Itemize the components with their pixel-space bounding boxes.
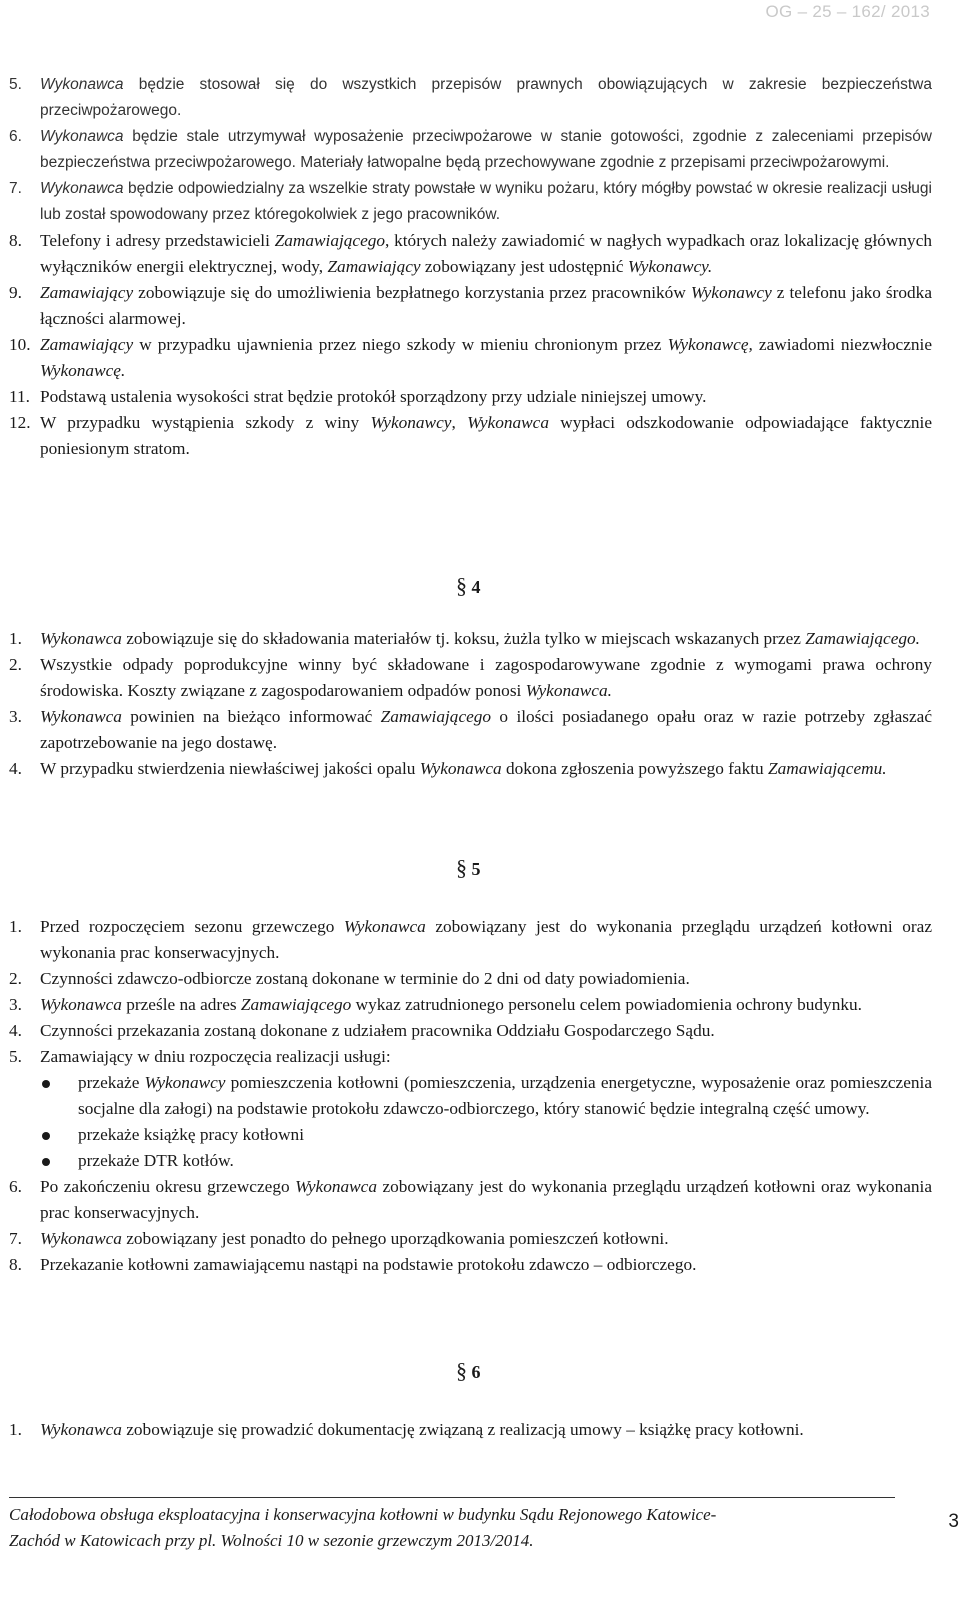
italic-term: Wykonawca — [40, 1229, 122, 1248]
list-item-number: 5. — [9, 1047, 22, 1066]
list-item — [9, 914, 932, 966]
list-item-number: 9. — [9, 283, 22, 302]
text-run: prześle na adres — [121, 995, 241, 1014]
text-run: przekaże DTR kotłów. — [78, 1151, 234, 1170]
text-run: Czynności zdawczo-odbiorcze zostaną dokonane w terminie do 2 dni od daty powiadomienia. — [40, 969, 690, 988]
list-item-text — [40, 992, 932, 1018]
bullet-dot-icon — [9, 1148, 78, 1174]
section-5-items-cont — [9, 1174, 932, 1278]
text-run: zobowiązuje się do składowania materiałów tj. koksu, żużla tylko w miejscach wskazanych przez — [121, 629, 806, 648]
list-item-text — [40, 1018, 932, 1044]
list-item-number: 1. — [9, 1420, 22, 1439]
list-item — [9, 966, 932, 992]
list-item-text — [40, 1252, 932, 1278]
list-item — [9, 1174, 932, 1226]
text-run: będzie stale utrzymywał wyposażenie przeciwpożarowe w stanie gotowości, zgodnie z zaleceniami przepisów bezpieczeństwa przeciwpożarowego. Materiały łatwopalne będą przechowywane zgodnie z przepisami przeciwpożarowymi. — [40, 128, 933, 171]
text-run: W przypadku stwierdzenia niewłaściwej jakości opalu — [40, 759, 420, 778]
section-sign: § — [456, 855, 467, 880]
list-item — [9, 176, 932, 228]
paragraph-number: 5 — [471, 859, 481, 879]
italic-term: Wykonawcy — [690, 283, 772, 302]
list-item-text — [40, 914, 932, 966]
italic-term: Wykonawcę. — [40, 361, 126, 380]
list-item-number: 4. — [9, 759, 22, 778]
text-run: będzie odpowiedzialny za wszelkie straty powstałe w wyniku pożaru, który mógłby powstać w okresie realizacji usługi lub został spowodowany przez któregokolwiek z jego pracowników. — [40, 180, 932, 223]
italic-term: Wykonawcy — [144, 1073, 226, 1092]
text-run: Przekazanie kotłowni zamawiającemu nastąpi na podstawie protokołu zdawczo – odbiorczego. — [40, 1255, 697, 1274]
list-item-number: 6. — [9, 1177, 22, 1196]
text-run: Po zakończeniu okresu grzewczego — [40, 1177, 296, 1196]
list-item — [9, 1252, 932, 1278]
section-sign: § — [456, 1358, 467, 1383]
italic-term: Zamawiającego — [274, 231, 386, 250]
text-run: zobowiązany jest do wykonania przeglądu urządzeń kotłowni oraz wykonania prac konserwacyjnych. — [40, 917, 932, 962]
italic-term: Zamawiającego — [240, 995, 352, 1014]
list-item — [9, 280, 932, 332]
list-item-text — [40, 756, 932, 782]
italic-term: Wykonawcę, — [667, 335, 753, 354]
list-item-text — [40, 1174, 932, 1226]
list-item — [9, 704, 932, 756]
text-run: Zamawiający w dniu rozpoczęcia realizacji usługi: — [40, 1047, 391, 1066]
list-item-text — [40, 72, 932, 124]
italic-term: Wykonawca — [40, 1420, 122, 1439]
text-run: powinien na bieżąco informować — [121, 707, 381, 726]
list-item-number: 7. — [9, 1229, 22, 1248]
list-item-number: 2. — [9, 655, 22, 674]
list-item-number: 6. — [9, 128, 22, 145]
bullet-item — [9, 1070, 932, 1122]
list-item-text — [40, 652, 932, 704]
italic-term: Wykonawca — [40, 76, 124, 93]
italic-term: Wykonawca — [40, 707, 122, 726]
italic-term: Wykonawca — [467, 413, 549, 432]
list-item-number: 3. — [9, 707, 22, 726]
text-run: z telefonu jako środka łączności alarmowej. — [40, 283, 932, 328]
text-run: Telefony i adresy przedstawicieli — [40, 231, 275, 250]
text-run: dokona zgłoszenia powyższego faktu — [501, 759, 769, 778]
list-item-text — [40, 228, 932, 280]
italic-term: Wykonawca — [40, 629, 122, 648]
footer-rule — [9, 1497, 895, 1498]
list-item-number: 1. — [9, 629, 22, 648]
section-sign: § — [456, 573, 467, 598]
text-run: W przypadku wystąpienia szkody z winy — [40, 413, 371, 432]
list-item — [9, 756, 932, 782]
list-item-number: 1. — [9, 917, 22, 936]
italic-term: Wykonawca — [40, 995, 122, 1014]
list-item — [9, 384, 932, 410]
list-item-number: 11. — [9, 387, 30, 406]
list-item — [9, 228, 932, 280]
paragraph-6-heading — [456, 1358, 481, 1384]
italic-term: Wykonawcy. — [627, 257, 713, 276]
bullet-list — [9, 1070, 932, 1174]
text-run: zobowiązuje się do umożliwienia bezpłatnego korzystania przez pracowników — [133, 283, 691, 302]
document-reference: OG – 25 – 162/ 2013 — [765, 2, 930, 21]
italic-term: Wykonawca — [343, 917, 426, 936]
bullet-text — [78, 1070, 932, 1122]
list-item-text — [40, 124, 932, 176]
text-run: wykaz zatrudnionego personelu celem powiadomienia ochrony budynku. — [351, 995, 862, 1014]
page-footer — [9, 1497, 932, 1554]
list-item — [9, 626, 932, 652]
paragraph-number: 6 — [471, 1362, 481, 1382]
italic-term: Wykonawcy — [370, 413, 452, 432]
italic-term: Zamawiający — [40, 335, 134, 354]
text-run: zawiadomi niezwłocznie — [752, 335, 932, 354]
text-run: zobowiązany jest ponadto do pełnego uporządkowania pomieszczeń kotłowni. — [121, 1229, 669, 1248]
list-item-text — [40, 280, 932, 332]
list-item-number: 4. — [9, 1021, 22, 1040]
text-run: wypłaci odszkodowanie odpowiadające faktycznie poniesionym stratom. — [40, 413, 932, 458]
italic-term: Zamawiającego — [380, 707, 492, 726]
list-item-text — [40, 1044, 932, 1070]
list-item-number: 2. — [9, 969, 22, 988]
list-item-text — [40, 410, 932, 462]
list-item — [9, 992, 932, 1018]
text-run: Czynności przekazania zostaną dokonane z udziałem pracownika Oddziału Gospodarczego Sądu. — [40, 1021, 715, 1040]
list-item — [9, 72, 932, 124]
list-item — [9, 652, 932, 704]
list-item-text — [40, 626, 932, 652]
italic-term: Zamawiającego. — [805, 629, 920, 648]
text-run: Podstawą ustalenia wysokości strat będzie protokół sporządzony przy udziale niniejszej umowy. — [40, 387, 707, 406]
list-item-text — [40, 966, 932, 992]
text-run: przekaże — [78, 1073, 145, 1092]
text-run: zobowiązany jest udostępnić — [420, 257, 628, 276]
list-item-number: 5. — [9, 76, 22, 93]
list-item-text — [40, 384, 932, 410]
list-item-number: 10. — [9, 335, 31, 354]
list-item — [9, 410, 932, 462]
footer-text — [9, 1502, 932, 1554]
list-item — [9, 1417, 932, 1443]
list-item-number: 8. — [9, 1255, 22, 1274]
bullet-item — [9, 1122, 932, 1148]
list-item — [9, 332, 932, 384]
paragraph-5-heading — [456, 855, 481, 881]
section-4-list — [9, 626, 932, 782]
bullet-item — [9, 1148, 932, 1174]
list-item — [9, 1226, 932, 1252]
bullet-dot-icon — [9, 1122, 78, 1148]
text-run: pomieszczenia kotłowni (pomieszczenia, urządzenia energetyczne, wyposażenie oraz pomieszczenia socjalne dla załogi) na podstawie protokołu zdawczo-odbiorczego, który stanowić będzie integralną część umowy. — [78, 1073, 933, 1118]
footer-line-2: Zachód w Katowicach przy pl. Wolności 10 w sezonie grzewczym 2013/2014. — [9, 1531, 534, 1550]
bullet-dot-icon — [9, 1070, 78, 1122]
italic-term: Zamawiającemu. — [768, 759, 887, 778]
list-item-text — [40, 176, 932, 228]
section-5-items — [9, 914, 932, 1070]
section-5-list — [9, 914, 932, 1278]
text-run: w przypadku ujawnienia przez niego szkody w mieniu chronionym przez — [133, 335, 668, 354]
text-run: Przed rozpoczęciem sezonu grzewczego — [40, 917, 344, 936]
bullet-text — [78, 1122, 932, 1148]
list-item-number: 3. — [9, 995, 22, 1014]
italic-term: Zamawiający — [327, 257, 421, 276]
page-number: 3 — [948, 1511, 959, 1532]
list-item-text — [40, 332, 932, 384]
list-item — [9, 124, 932, 176]
text-run: Wszystkie odpady poprodukcyjne winny być składowane i zagospodarowywane zgodnie z wymogami prawa ochrony środowiska. Koszty związane z zagospodarowaniem odpadów ponosi — [40, 655, 932, 700]
footer-line-1: Całodobowa obsługa eksploatacyjna i konserwacyjna kotłowni w budynku Sądu Rejonowego Katowice- — [9, 1505, 717, 1524]
text-run: zobowiązany jest do wykonania przeglądu urządzeń kotłowni oraz wykonania prac konserwacyjnych. — [40, 1177, 932, 1222]
list-item-number: 8. — [9, 231, 22, 250]
italic-term: Wykonawca. — [525, 681, 612, 700]
text-run: będzie stosował się do wszystkich przepisów prawnych obowiązujących w zakresie bezpieczeństwa przeciwpożarowego. — [40, 76, 932, 119]
text-run: przekaże książkę pracy kotłowni — [78, 1125, 304, 1144]
text-run: zobowiązuje się prowadzić dokumentację związaną z realizacją umowy – książkę pracy kotłowni. — [121, 1420, 804, 1439]
text-run: o ilości posiadanego opału oraz w razie potrzeby zgłaszać zapotrzebowanie na jego dostawę. — [40, 707, 932, 752]
list-item-number: 7. — [9, 180, 22, 197]
bullet-text — [78, 1148, 932, 1174]
italic-term: Wykonawca — [40, 128, 124, 145]
list-item — [9, 1044, 932, 1070]
section-3-list — [9, 72, 932, 462]
italic-term: Wykonawca — [295, 1177, 377, 1196]
list-item-text — [40, 1417, 932, 1443]
list-item — [9, 1018, 932, 1044]
paragraph-4-heading — [456, 573, 481, 599]
list-item-number: 12. — [9, 413, 31, 432]
paragraph-number: 4 — [471, 577, 481, 597]
italic-term: Wykonawca — [40, 180, 124, 197]
italic-term: Wykonawca — [419, 759, 502, 778]
section-6-list — [9, 1417, 932, 1443]
text-run: , — [451, 413, 468, 432]
list-item-text — [40, 1226, 932, 1252]
text-run: , których należy zawiadomić w nagłych wypadkach oraz lokalizację głównych wyłączników energii elektrycznej, wody, — [40, 231, 933, 276]
italic-term: Zamawiający — [40, 283, 134, 302]
list-item-text — [40, 704, 932, 756]
